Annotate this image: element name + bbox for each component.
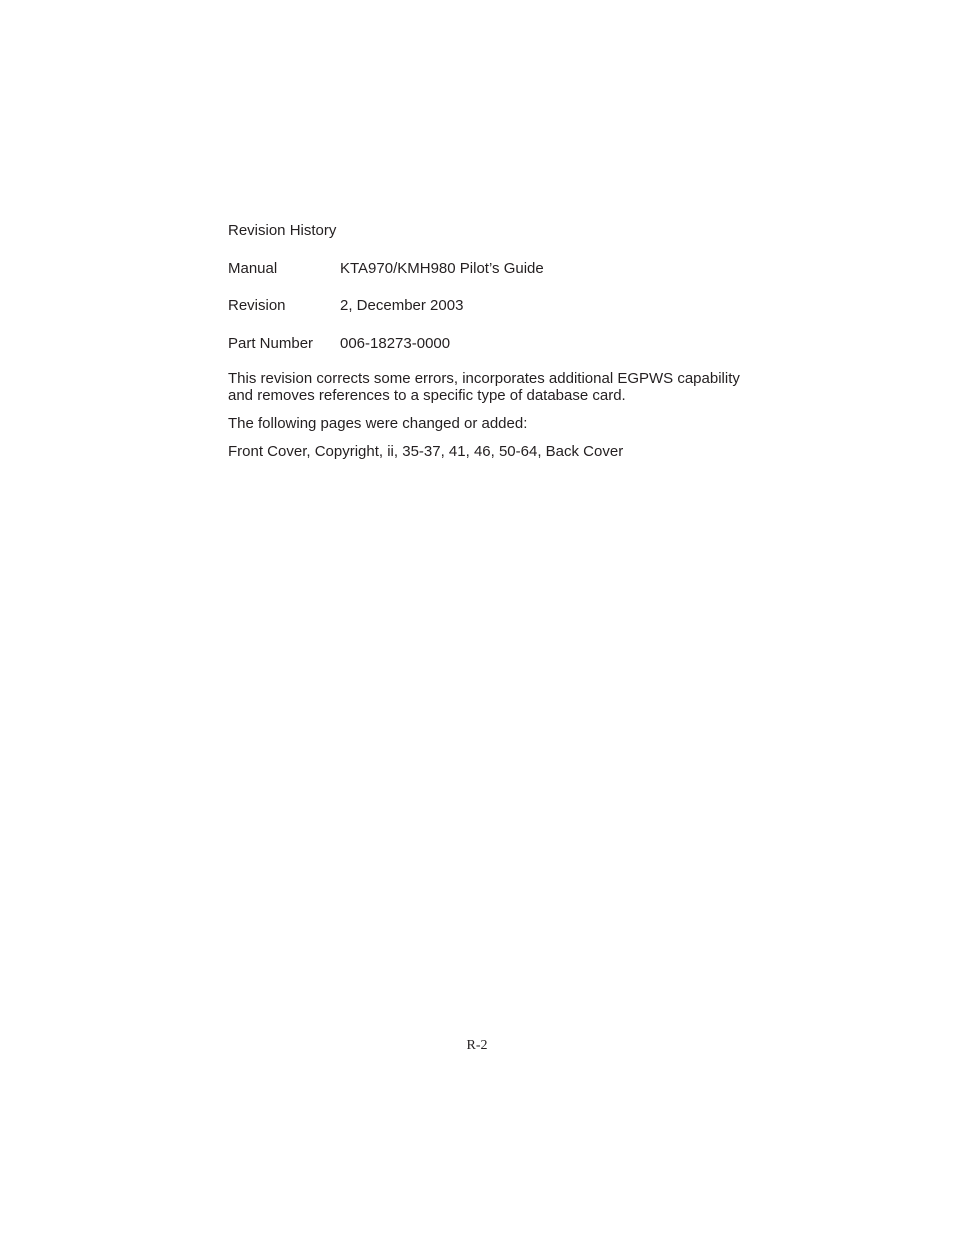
part-number-label: Part Number <box>228 335 314 352</box>
page-number: R-2 <box>466 1038 488 1053</box>
part-number-row <box>228 335 748 352</box>
revision-history-section <box>228 222 748 460</box>
manual-row <box>228 260 748 277</box>
revision-description: This revision corrects some errors, incorporates additional EGPWS capability and removes references to a specific type of database card. <box>228 370 740 404</box>
section-heading: Revision History <box>228 222 337 239</box>
revision-row <box>228 297 748 314</box>
manual-value: KTA970/KMH980 Pilot’s Guide <box>340 260 544 277</box>
changed-pages-intro: The following pages were changed or added: <box>228 415 528 432</box>
changed-pages-list: Front Cover, Copyright, ii, 35-37, 41, 46, 50-64, Back Cover <box>228 443 624 460</box>
revision-label: Revision <box>228 297 286 314</box>
revision-value: 2, December 2003 <box>340 297 464 314</box>
manual-label: Manual <box>228 260 278 277</box>
part-number-value: 006-18273-0000 <box>340 335 451 352</box>
